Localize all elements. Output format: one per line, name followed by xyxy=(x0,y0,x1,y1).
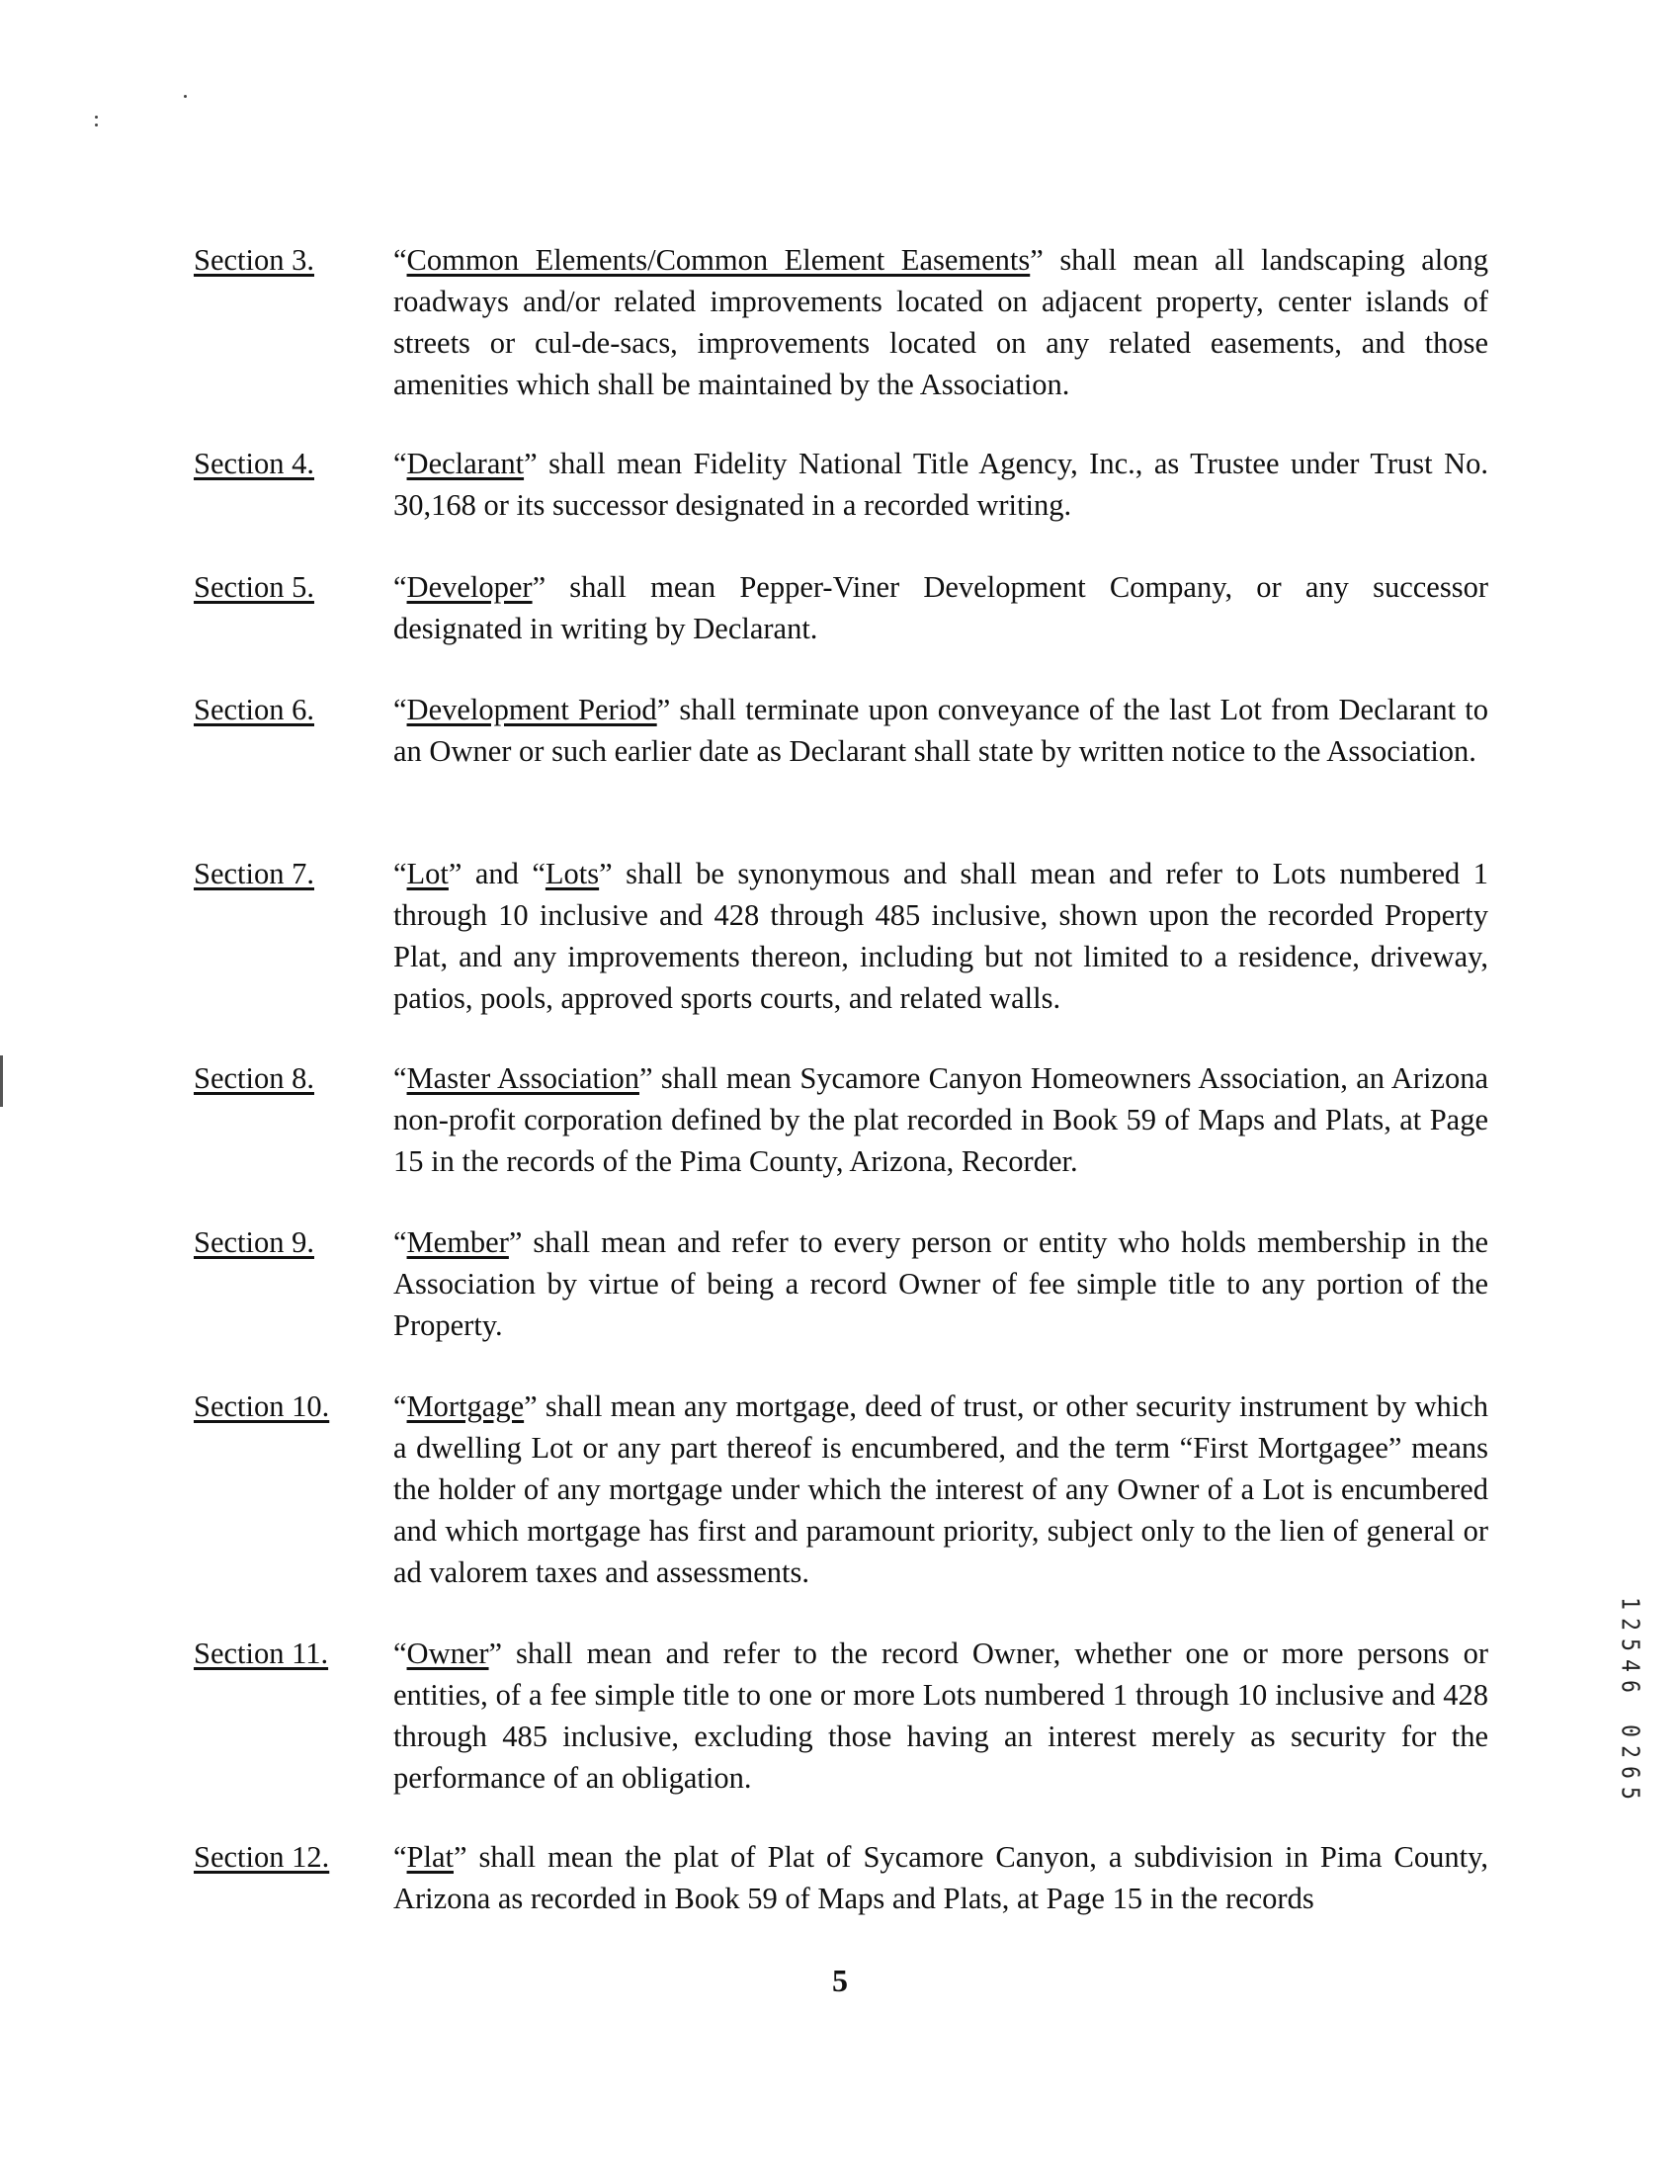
section-body: “Owner” shall mean and refer to the record Owner, whether one or more persons or entities, of a fee simple title to one or more Lots numbered 1 through 10 inclusive and 428 through 485 inclusive, excluding those having an interest merely as security for the performance of an obligation. xyxy=(393,1637,1488,1795)
defined-term: Mortgage xyxy=(406,1389,525,1423)
section-label: Section 9. xyxy=(194,1225,314,1259)
section-body: “Master Association” shall mean Sycamore Canyon Homeowners Association, an Arizona non-profit corporation defined by the plat recorded in Book 59 of Maps and Plats, at Page 15 in the records of the Pima County, Arizona, Recorder. xyxy=(393,1061,1488,1178)
stamp-digit: 6 xyxy=(1616,1680,1645,1693)
section-label: Section 8. xyxy=(194,1061,314,1095)
scan-speck xyxy=(95,124,98,126)
section-label: Section 6. xyxy=(194,693,314,726)
recording-stamp xyxy=(1613,1593,1648,1804)
section-body: “Lot” and “Lots” shall be synonymous and shall mean and refer to Lots numbered 1 through 10 inclusive and 428 through 485 inclusive, shown upon the recorded Property Plat, and any improvements thereon, including but not limited to a residence, driveway, patios, pools, approved sports courts, and related walls. xyxy=(393,857,1488,1015)
section-body: “Common Elements/Common Element Easements” shall mean all landscaping along roadways and/or related improvements located on adjacent property, center islands of streets or cul-de-sacs, improvements located on any related easements, and those amenities which shall be maintained by the Association. xyxy=(393,243,1489,401)
defined-term: Plat xyxy=(406,1840,454,1874)
defined-term: Declarant xyxy=(406,447,525,480)
defined-term: Common Elements/Common Element Easements xyxy=(406,243,1031,277)
defined-term: Member xyxy=(406,1225,509,1259)
defined-term: Lot xyxy=(406,857,449,890)
page-number: 5 xyxy=(832,1963,848,1998)
section-body: “Development Period” shall terminate upon conveyance of the last Lot from Declarant to an Owner or such earlier date as Declarant shall state by written notice to the Association. xyxy=(393,693,1488,768)
defined-term: Developer xyxy=(406,570,533,604)
defined-term: Master Association xyxy=(406,1061,639,1095)
stamp-digit: 4 xyxy=(1616,1659,1645,1672)
recording-docket xyxy=(1613,1593,1648,1697)
stamp-digit: 2 xyxy=(1616,1618,1645,1631)
section-body: “Declarant” shall mean Fidelity National Title Agency, Inc., as Trustee under Trust No. 30,168 or its successor designated in a recorded writing. xyxy=(393,447,1488,522)
stamp-digit: 6 xyxy=(1616,1766,1645,1779)
scan-edge-mark xyxy=(0,1055,3,1107)
recording-page xyxy=(1613,1721,1648,1804)
stamp-digit: 0 xyxy=(1616,1724,1645,1737)
section-label: Section 4. xyxy=(194,447,314,480)
section-body: “Plat” shall mean the plat of Plat of Sycamore Canyon, a subdivision in Pima County, Arizona as recorded in Book 59 of Maps and Plats, at Page 15 in the records xyxy=(393,1840,1488,1915)
defined-term: Lots xyxy=(545,857,600,890)
stamp-digit: 2 xyxy=(1616,1745,1645,1758)
defined-term: Owner xyxy=(406,1637,489,1670)
defined-term: Development Period xyxy=(406,693,657,726)
section-body: “Mortgage” shall mean any mortgage, deed of trust, or other security instrument by which a dwelling Lot or any part thereof is encumbered, and the term “First Mortgagee” means the holder of any mortgage under which the interest of any Owner of a Lot is encumbered and which mortgage has first and paramount priority, subject only to the lien of general or ad valorem taxes and assessments. xyxy=(393,1389,1488,1589)
scan-speck xyxy=(95,116,98,119)
stamp-digit: 1 xyxy=(1616,1597,1645,1610)
stamp-digit: 5 xyxy=(1616,1638,1645,1651)
section-label: Section 11. xyxy=(194,1637,329,1670)
stamp-digit: 5 xyxy=(1616,1787,1645,1800)
section-label: Section 12. xyxy=(194,1840,330,1874)
section-label: Section 7. xyxy=(194,857,314,890)
section-body: “Member” shall mean and refer to every person or entity who holds membership in the Association by virtue of being a record Owner of fee simple title to any portion of the Property. xyxy=(393,1225,1488,1342)
section-label: Section 3. xyxy=(194,243,314,277)
scan-speck xyxy=(184,95,187,98)
section-body: “Developer” shall mean Pepper-Viner Development Company, or any successor designated in writing by Declarant. xyxy=(393,570,1488,645)
section-label: Section 10. xyxy=(194,1389,330,1423)
section-label: Section 5. xyxy=(194,570,314,604)
